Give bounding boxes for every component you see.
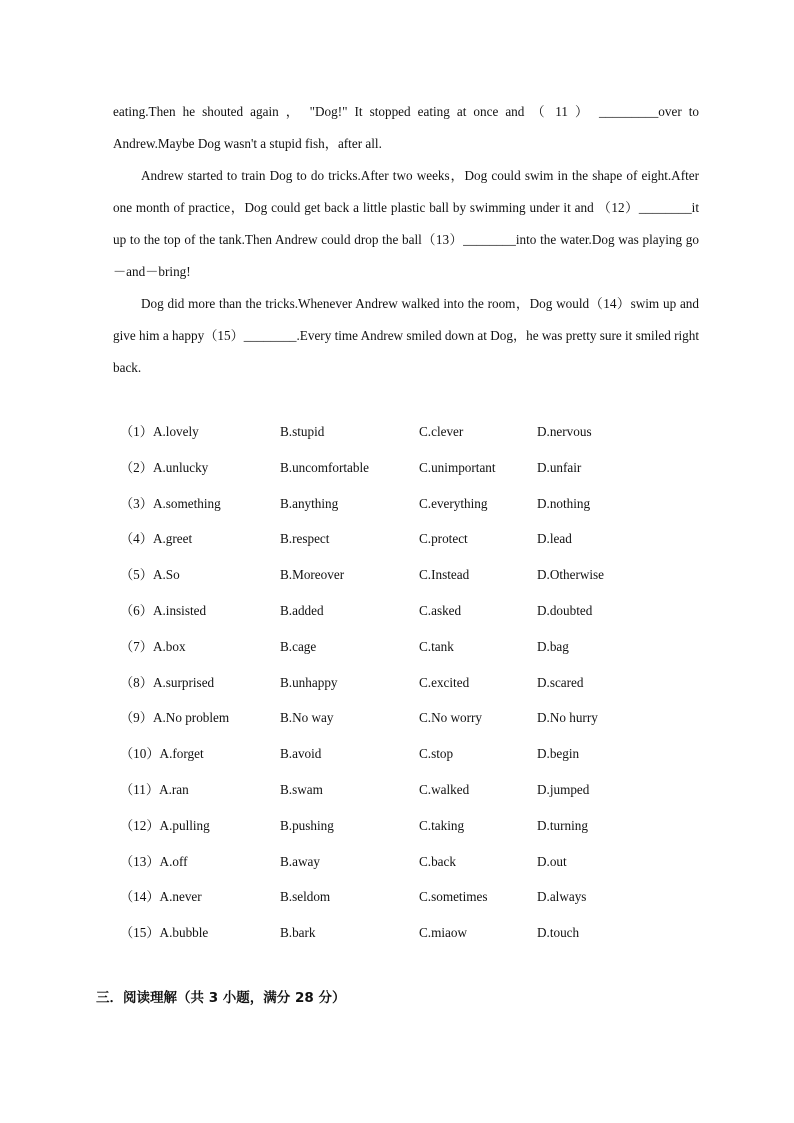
option-choice: D.scared (537, 674, 584, 690)
option-row (120, 808, 680, 844)
option-row (120, 629, 680, 665)
option-row (120, 665, 680, 701)
option-choice: D.doubted (537, 602, 593, 618)
option-row (120, 593, 680, 629)
option-choice: B.swam (280, 781, 323, 797)
option-choice: D.nervous (537, 424, 592, 439)
option-row (120, 450, 680, 486)
option-choice: B.anything (280, 495, 339, 511)
option-choice: D.Otherwise (537, 567, 605, 583)
option-choice: D.out (537, 853, 567, 869)
option-row (120, 557, 680, 593)
option-choice: （11）A.ran (120, 781, 189, 797)
option-choice: B.seldom (280, 889, 331, 905)
option-choice: （14）A.never (120, 889, 202, 905)
option-choice: D.always (537, 889, 587, 905)
option-row (120, 915, 680, 951)
option-choice: （9）A.No problem (120, 710, 230, 726)
option-choice: C.tank (419, 638, 454, 654)
option-row (120, 844, 680, 880)
option-choice: D.bag (537, 638, 569, 654)
option-choice: C.Instead (419, 567, 470, 583)
option-choice: B.No way (280, 710, 334, 726)
option-choice: D.lead (537, 531, 572, 547)
option-choice: D.nothing (537, 495, 591, 511)
option-choice: （8）A.surprised (120, 674, 215, 690)
option-row (120, 700, 680, 736)
option-choice: （7）A.box (120, 638, 186, 654)
option-choice: （2）A.unlucky (120, 459, 209, 475)
option-choice: （6）A.insisted (120, 602, 207, 618)
option-choice: C.miaow (419, 925, 467, 941)
option-choice: B.uncomfortable (280, 459, 369, 475)
option-row (120, 486, 680, 522)
option-row (120, 736, 680, 772)
option-choice: （13）A.off (120, 853, 188, 869)
option-choice: C.sometimes (419, 889, 488, 905)
option-choice: B.added (280, 602, 324, 618)
passage-paragraph-2: Andrew started to train Dog to do tricks.After two weeks，Dog could swim in the shape of eight.After one month of practice，Dog could get back a little plastic ball by swimming under it and （12）________it up to the top of the tank.Then Andrew could drop the ball（13）________into the water.Dog was playing go－and－bring! (113, 168, 699, 279)
section-heading: 三．阅读理解（共 3 小题，满分 28 分） (96, 990, 346, 1006)
option-choice: D.touch (537, 925, 580, 941)
option-choice: （10）A.forget (120, 746, 204, 762)
option-choice: B.bark (280, 925, 316, 941)
option-choice: （4）A.greet (120, 531, 193, 547)
option-row (120, 414, 680, 450)
option-choice: C.taking (419, 817, 465, 833)
option-choice: D.turning (537, 817, 588, 833)
answer-options (120, 414, 680, 951)
option-choice: C.protect (419, 531, 468, 547)
option-choice: C.everything (419, 495, 488, 511)
option-row (120, 521, 680, 557)
option-choice: C.clever (419, 424, 464, 439)
option-choice: （1）A.lovely (120, 424, 199, 439)
option-choice: B.cage (280, 638, 317, 654)
option-choice: （5）A.So (120, 567, 180, 583)
option-choice: C.excited (419, 674, 470, 690)
option-choice: C.No worry (419, 710, 483, 726)
option-choice: B.pushing (280, 817, 334, 833)
option-choice: （12）A.pulling (120, 817, 210, 833)
option-choice: C.unimportant (419, 459, 496, 475)
option-choice: D.jumped (537, 781, 590, 797)
passage (113, 96, 699, 384)
option-choice: B.avoid (280, 746, 322, 762)
option-choice: （3）A.something (120, 495, 221, 511)
option-choice: D.begin (537, 746, 580, 762)
option-choice: C.back (419, 853, 456, 869)
option-row (120, 772, 680, 808)
option-choice: D.unfair (537, 459, 582, 475)
option-choice: C.walked (419, 781, 470, 797)
option-choice: B.away (280, 853, 320, 869)
passage-paragraph-1: eating.Then he shouted again ， "Dog!" It stopped eating at once and （ 11 ） _________over to Andrew.Maybe Dog wasn't a stupid fish，after all. (113, 104, 699, 151)
option-choice: B.unhappy (280, 674, 338, 690)
option-row (120, 879, 680, 915)
option-choice: C.stop (419, 746, 454, 762)
option-choice: B.Moreover (280, 567, 345, 583)
option-choice: （15）A.bubble (120, 925, 209, 941)
option-choice: C.asked (419, 602, 462, 618)
option-choice: B.respect (280, 531, 330, 547)
option-choice: B.stupid (280, 424, 325, 439)
option-choice: D.No hurry (537, 710, 598, 726)
passage-paragraph-3: Dog did more than the tricks.Whenever Andrew walked into the room，Dog would（14）swim up and give him a happy（15）________.Every time Andrew smiled down at Dog，he was pretty sure it smiled right back. (113, 296, 700, 375)
